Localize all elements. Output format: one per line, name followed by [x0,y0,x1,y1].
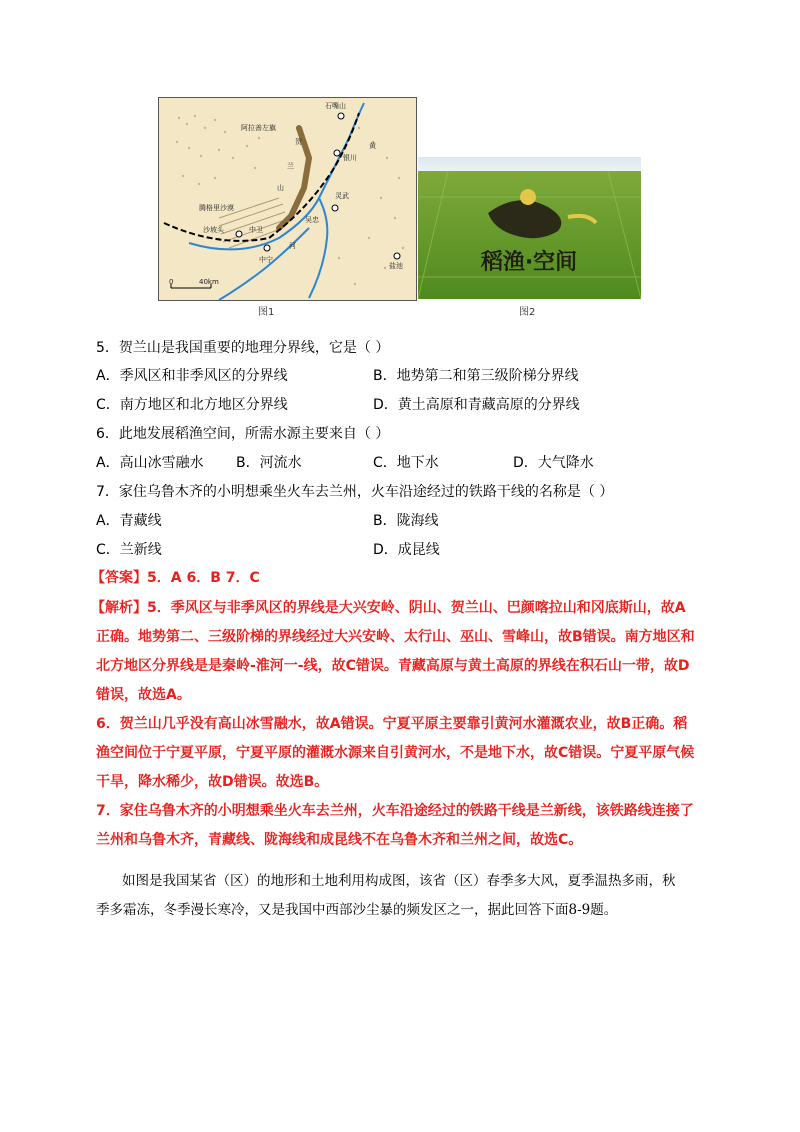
figure-1-caption: 图1 [258,307,275,318]
map-svg [159,98,416,300]
label-he: 贺 [295,138,302,146]
intro-line-2: 季多霜冻，冬季漫长寒冷，又是我国中西部沙尘暴的频发区之一，据此回答下面8-9题。 [96,902,618,918]
q7-option-c: C．兰新线 [96,542,162,558]
analysis-line-4: 错误，故选A。 [96,687,191,703]
q6-stem: 6．此地发展稻渔空间，所需水源主要来自（ ） [96,426,390,442]
analysis-line-8: 7．家住乌鲁木齐的小明想乘坐火车去兰州，火车沿途经过的铁路干线是兰新线，该铁路线连接了 [96,803,694,819]
q7-stem: 7．家住乌鲁木齐的小明想乘坐火车去兰州，火车沿途经过的铁路干线的名称是（ ） [96,484,614,500]
q6-option-b: B．河流水 [236,455,302,471]
analysis-line-9: 兰州和乌鲁木齐，青藏线、陇海线和成昆线不在乌鲁木齐和兰州之间，故选C。 [96,832,583,848]
q5-option-a: A．季风区和非季风区的分界线 [96,368,288,384]
label-river-he: 河 [289,242,296,250]
field-text: 稻渔·空间 [480,250,578,275]
label-lan: 兰 [287,162,294,170]
label-zhongning: 中宁 [259,256,273,264]
label-lingwu: 灵武 [335,192,349,200]
label-wuzhong: 吴忠 [305,216,319,224]
label-mountain: 山 [277,184,284,192]
rice-field-photo [418,157,641,299]
q5-stem: 5．贺兰山是我国重要的地理分界线，它是（ ） [96,340,390,356]
q7-option-a: A．青藏线 [96,513,162,529]
field-svg [418,157,641,299]
map-figure-1 [158,97,417,301]
label-scale-zero: 0 [169,278,174,286]
q6-option-a: A．高山冰雪融水 [96,455,204,471]
analysis-line-2: 正确。地势第二、三级阶梯的界线经过大兴安岭、太行山、巫山、雪峰山，故B错误。南方地区和 [96,629,695,645]
analysis-line-5: 6．贺兰山几乎没有高山冰雪融水，故A错误。宁夏平原主要靠引黄河水灌溉农业，故B正确。稻 [96,716,688,732]
answer-line: 【答案】5．A 6．B 7．C [91,570,260,586]
figure-2-caption: 图2 [519,307,536,318]
label-alxa: 阿拉善左旗 [241,124,276,132]
q6-option-c: C．地下水 [373,455,439,471]
label-zhongwei: 中卫 [249,226,263,234]
analysis-line-6: 渔空间位于宁夏平原，宁夏平原的灌溉水源来自引黄河水，不是地下水，故C错误。宁夏平原气候 [96,745,695,761]
q5-option-b: B．地势第二和第三级阶梯分界线 [373,368,579,384]
q7-option-b: B．陇海线 [373,513,439,529]
label-river-huang: 黄 [369,142,376,150]
q5-option-c: C．南方地区和北方地区分界线 [96,397,288,413]
analysis-line-1: 【解析】5．季风区与非季风区的界线是大兴安岭、阴山、贺兰山、巴颜喀拉山和冈底斯山，故A [91,600,686,616]
label-scale: 40km [199,278,219,286]
label-yanchi: 盐池 [389,262,403,270]
q5-option-d: D．黄土高原和青藏高原的分界线 [373,397,580,413]
q7-option-d: D．成昆线 [373,542,440,558]
intro-line-1: 如图是我国某省（区）的地形和土地利用构成图，该省（区）春季多大风，夏季温热多雨，秋 [122,873,676,889]
label-yinchuan: 银川 [343,154,357,162]
label-shizuishan: 石嘴山 [325,102,346,110]
analysis-line-3: 北方地区分界线是是秦岭-淮河一-线，故C错误。青藏高原与黄土高原的界线在积石山一带，故D [96,658,690,674]
analysis-line-7: 干旱，降水稀少，故D错误。故选B。 [96,774,329,790]
label-tengger: 腾格里沙漠 [199,204,234,212]
q6-option-d: D．大气降水 [513,455,594,471]
label-shapotou: 沙坡头 [203,226,224,234]
